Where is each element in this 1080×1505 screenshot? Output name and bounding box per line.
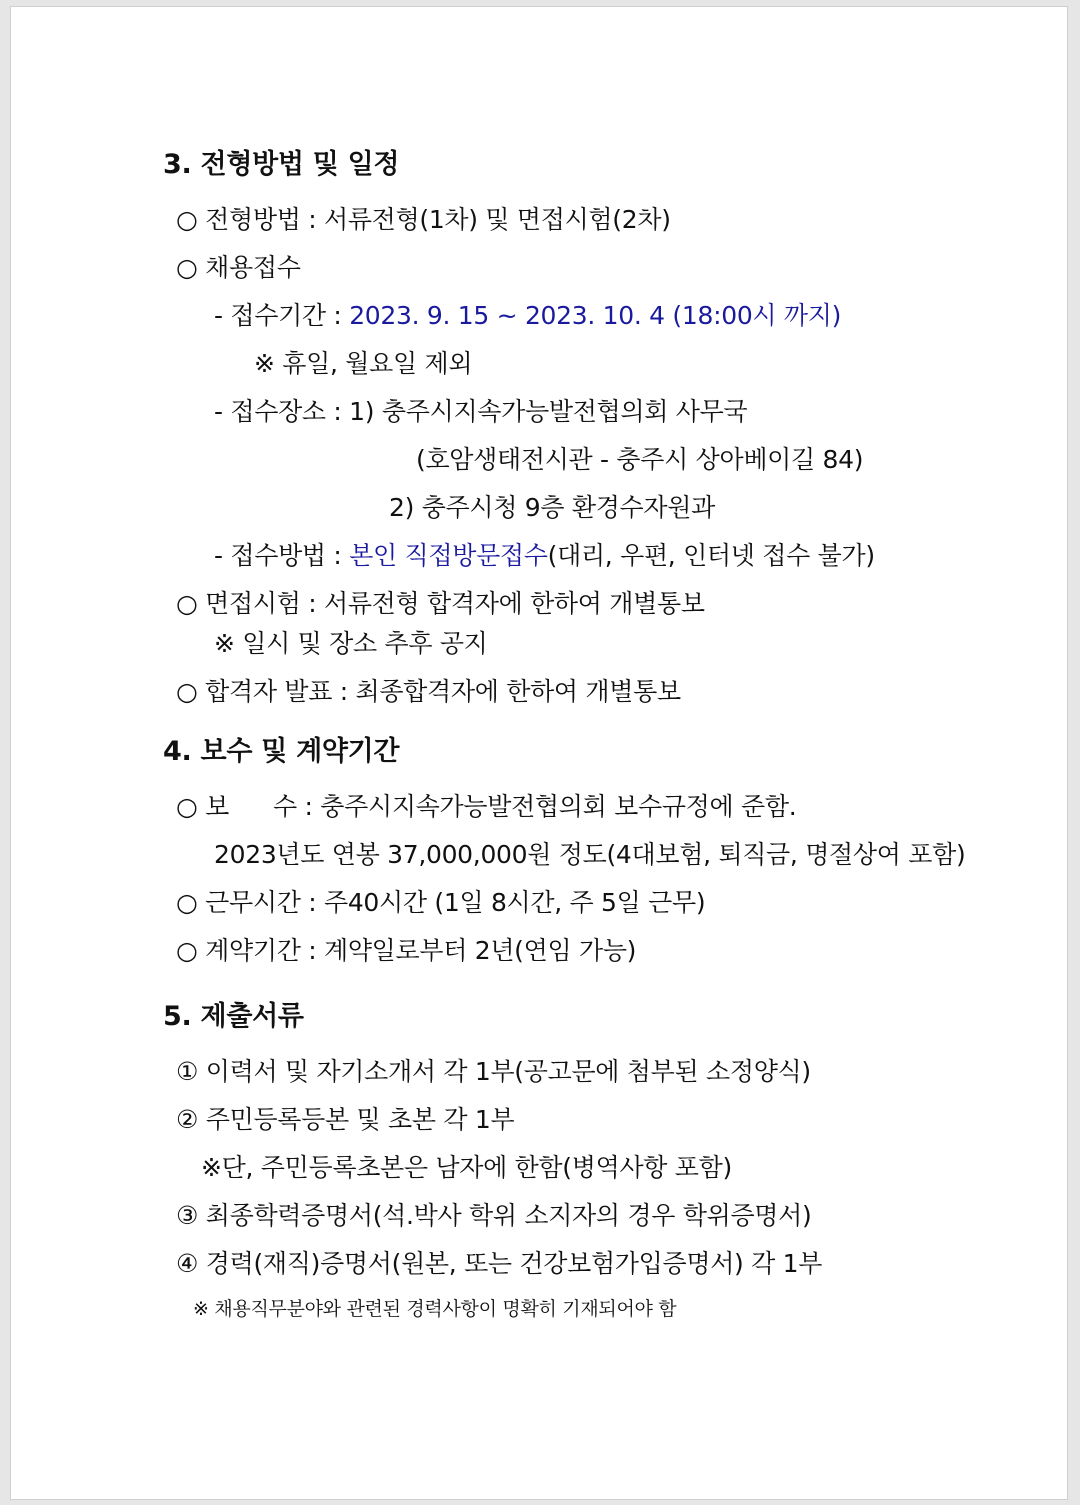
reception-method <box>214 540 875 572</box>
how-rest: (대리, 우편, 인터넷 접수 불가) <box>547 541 875 570</box>
result-announcement: ○ 합격자 발표 : 최종합격자에 한하여 개별통보 <box>176 677 681 706</box>
document-item-4-note: ※ 채용직무분야와 관련된 경력사항이 명확히 기재되어야 함 <box>193 1298 677 1320</box>
work-hours: ○ 근무시간 : 주40시간 (1일 8시간, 주 5일 근무) <box>176 888 706 917</box>
reception-place-address: (호암생태전시관 - 충주시 상아베이길 84) <box>416 445 864 474</box>
reception-period <box>214 300 841 332</box>
how-value: 본인 직접방문접수 <box>349 541 548 570</box>
interview-exam: ○ 면접시험 : 서류전형 합격자에 한하여 개별통보 <box>176 589 705 618</box>
document-item-4: ④ 경력(재직)증명서(원본, 또는 건강보험가입증명서) 각 1부 <box>176 1249 823 1278</box>
how-label: - 접수방법 : <box>214 541 350 570</box>
period-note: ※ 휴일, 월요일 제외 <box>254 349 473 378</box>
section3-title: 3. 전형방법 및 일정 <box>163 149 400 180</box>
document-item-3: ③ 최종학력증명서(석.박사 학위 소지자의 경우 학위증명서) <box>176 1201 812 1230</box>
reception-place-1: - 접수장소 : 1) 충주시지속가능발전협의회 사무국 <box>214 397 748 426</box>
period-value: 2023. 9. 15 ~ 2023. 10. 4 (18:00시 까지) <box>349 301 842 330</box>
section5-title: 5. 제출서류 <box>163 1001 304 1032</box>
pay-label-b: 수 : 충주시지속가능발전협의회 보수규정에 준함. <box>273 792 797 821</box>
contract-period: ○ 계약기간 : 계약일로부터 2년(연임 가능) <box>176 936 637 965</box>
period-label: - 접수기간 : <box>214 301 350 330</box>
interview-note: ※ 일시 및 장소 추후 공지 <box>214 629 488 658</box>
document-page <box>10 6 1068 1500</box>
document-item-2: ② 주민등록등본 및 초본 각 1부 <box>176 1105 515 1134</box>
pay-detail: 2023년도 연봉 37,000,000원 정도(4대보험, 퇴직금, 명절상여 포함) <box>214 840 966 869</box>
reception-heading: ○ 채용접수 <box>176 253 301 282</box>
pay-label-a: ○ 보 <box>176 792 230 821</box>
pay-line <box>176 791 796 823</box>
selection-method: ○ 전형방법 : 서류전형(1차) 및 면접시험(2차) <box>176 205 671 234</box>
section4-title: 4. 보수 및 계약기간 <box>163 736 400 767</box>
reception-place-2: 2) 충주시청 9층 환경수자원과 <box>389 493 715 522</box>
document-item-1: ① 이력서 및 자기소개서 각 1부(공고문에 첨부된 소정양식) <box>176 1057 811 1086</box>
document-item-2-note: ※단, 주민등록초본은 남자에 한함(병역사항 포함) <box>201 1153 732 1182</box>
